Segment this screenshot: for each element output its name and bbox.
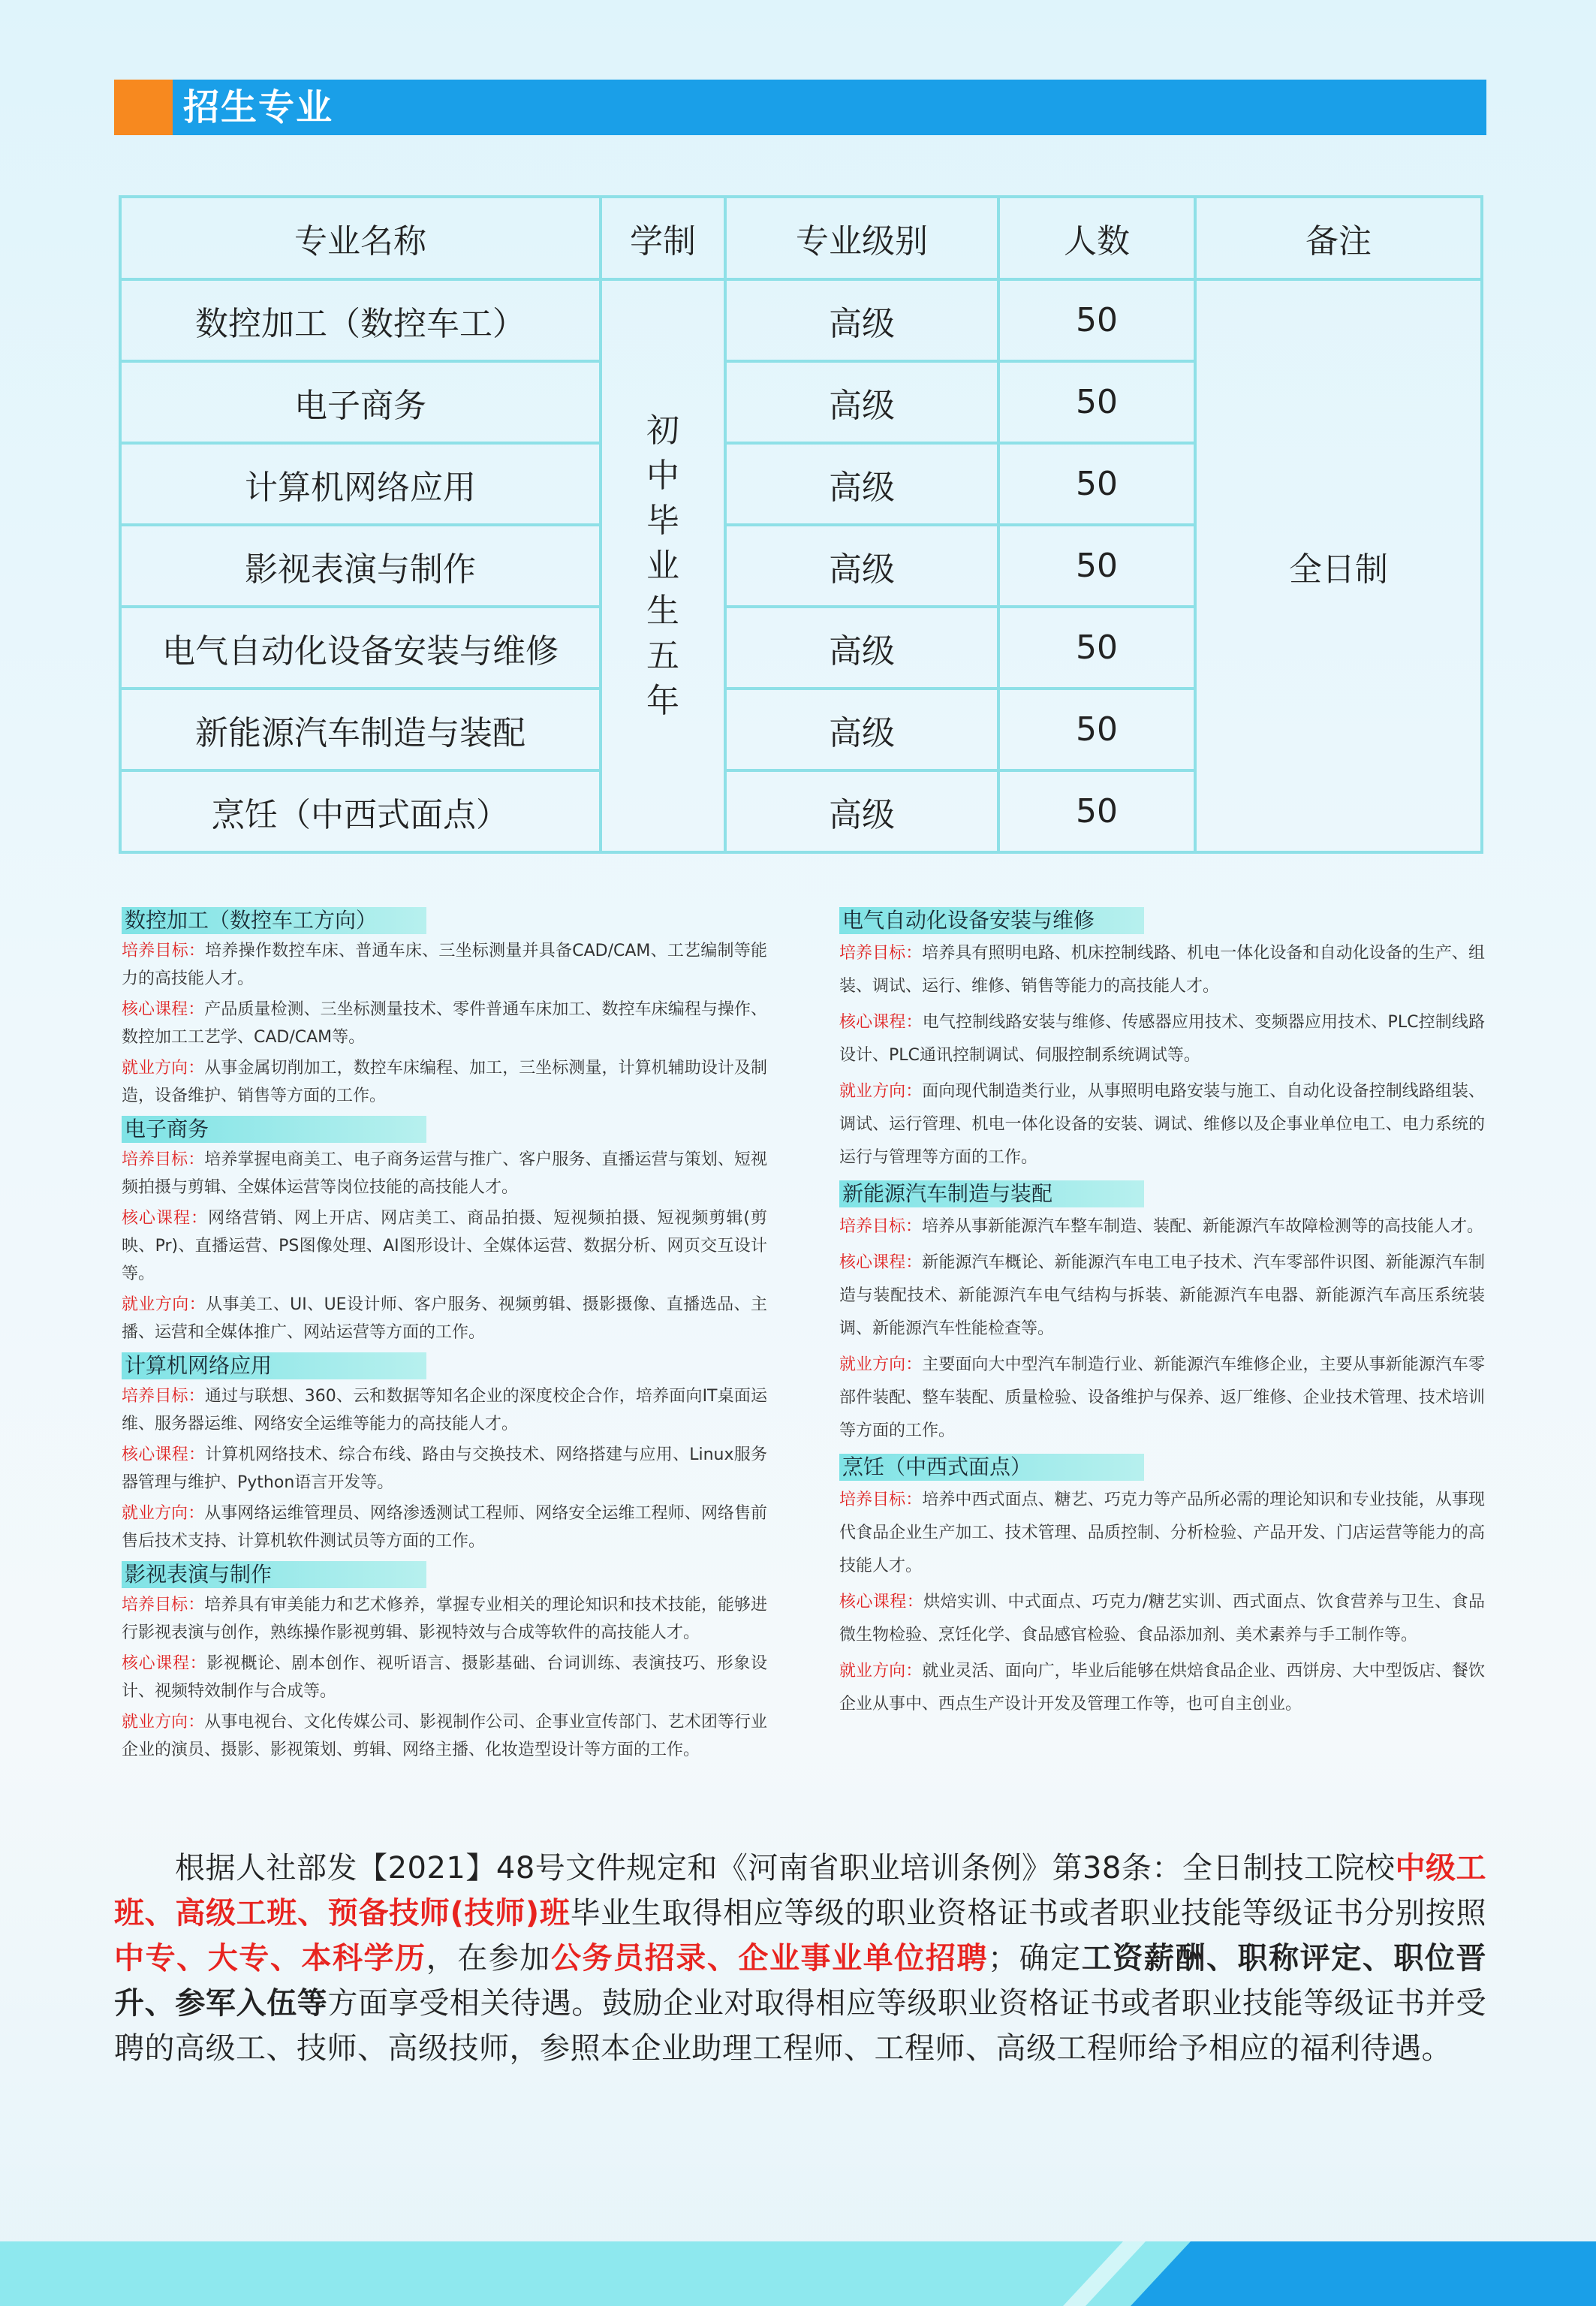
enrollment-count: 50 <box>998 361 1195 443</box>
course-label: 核心课程： <box>122 1445 206 1464</box>
major-level: 高级 <box>725 525 998 607</box>
goal-text: 培养操作数控车床、普通车床、三坐标测量并具备CAD/CAM、工艺编制等能力的高技能人才。 <box>122 942 767 988</box>
remark-cell: 全日制 <box>1195 279 1482 852</box>
policy-text: 方面享受相关待遇。鼓励企业对取得相应等级职业资格证书或者职业技能等级证书并受聘的高级工、技师、高级技师，参照本企业助理工程师、工程师、高级工程师给予相应的福利待遇。 <box>114 1986 1486 2066</box>
footer-stripe <box>1063 2241 1146 2306</box>
section-title: 招生专业 <box>183 86 334 128</box>
career-paragraph <box>122 1054 767 1110</box>
career-label: 就业方向： <box>122 1059 205 1078</box>
footer-accent <box>1131 2241 1596 2306</box>
major-level: 高级 <box>725 443 998 525</box>
career-paragraph <box>122 1500 767 1555</box>
goal-text: 通过与联想、360、云和数据等知名企业的深度校企合作，培养面向IT桌面运维、服务器运维、网络安全运维等能力的高技能人才。 <box>122 1387 767 1433</box>
column-header: 专业名称 <box>120 197 601 279</box>
major-section <box>122 907 767 1110</box>
course-text: 产品质量检测、三坐标测量技术、零件普通车床加工、数控车床编程与操作、数控加工工艺学、CAD/CAM等。 <box>122 1000 767 1047</box>
career-label: 就业方向： <box>122 1295 206 1314</box>
duration-char: 初 <box>646 411 679 450</box>
career-text: 从事电视台、文化传媒公司、影视制作公司、企事业宣传部门、艺术团等行业企业的演员、摄影、影视策划、剪辑、网络主播、化妆造型设计等方面的工作。 <box>122 1713 767 1759</box>
career-text: 从事金属切削加工，数控车床编程、加工，三坐标测量，计算机辅助设计及制造，设备维护、销售等方面的工作。 <box>122 1059 767 1105</box>
major-section-title: 烹饪（中西式面点） <box>839 1454 1144 1481</box>
course-text: 烘焙实训、中式面点、巧克力/糖艺实训、西式面点、饮食营养与卫生、食品微生物检验、烹饪化学、食品感官检验、食品添加剂、美术素养与手工制作等。 <box>839 1593 1485 1644</box>
enrollment-count: 50 <box>998 770 1195 852</box>
policy-highlight: 中级工班、高级工班、预备技师(技师)班 <box>114 1851 1487 1931</box>
duration-char: 生 <box>646 591 679 630</box>
enrollment-count: 50 <box>998 607 1195 689</box>
goal-paragraph <box>122 1146 767 1201</box>
major-name: 影视表演与制作 <box>120 525 601 607</box>
goal-label: 培养目标： <box>839 1491 923 1509</box>
career-text: 就业灵活、面向广，毕业后能够在烘焙食品企业、西饼房、大中型饭店、餐饮企业从事中、西点生产设计开发及管理工作等，也可自主创业。 <box>839 1662 1485 1714</box>
policy-text: 根据人社部发【2021】48号文件规定和《河南省职业培训条例》第38条：全日制技工院校 <box>175 1851 1396 1885</box>
course-label: 核心课程： <box>122 1000 205 1019</box>
course-label: 核心课程： <box>122 1209 209 1228</box>
course-paragraph <box>122 996 767 1051</box>
major-level: 高级 <box>725 361 998 443</box>
career-text: 从事网络运维管理员、网络渗透测试工程师、网络安全运维工程师、网络售前售后技术支持、计算机软件测试员等方面的工作。 <box>122 1504 767 1551</box>
enrollment-count: 50 <box>998 279 1195 361</box>
duration-char: 年 <box>646 681 679 720</box>
career-paragraph <box>122 1291 767 1346</box>
course-label: 核心课程： <box>839 1593 924 1611</box>
course-paragraph <box>122 1650 767 1705</box>
major-section-title: 计算机网络应用 <box>122 1352 426 1379</box>
major-level: 高级 <box>725 279 998 361</box>
policy-highlight: 公务员招录、企业事业单位招聘 <box>550 1941 988 1976</box>
major-name: 计算机网络应用 <box>120 443 601 525</box>
career-text: 从事美工、UI、UE设计师、客户服务、视频剪辑、摄影摄像、直播选品、主播、运营和全媒体推广、网站运营等方面的工作。 <box>122 1295 767 1342</box>
goal-label: 培养目标： <box>122 1596 205 1614</box>
major-section <box>839 907 1485 1174</box>
course-label: 核心课程： <box>122 1654 207 1673</box>
goal-text: 培养从事新能源汽车整车制造、装配、新能源汽车故障检测等的高技能人才。 <box>922 1217 1484 1236</box>
table-header-row <box>120 197 1482 279</box>
goal-label: 培养目标： <box>839 944 923 963</box>
footer-strip <box>0 2241 1596 2306</box>
policy-text: ，在参加 <box>426 1941 551 1976</box>
course-paragraph <box>122 1441 767 1497</box>
goal-label: 培养目标： <box>122 942 206 960</box>
major-section-title: 影视表演与制作 <box>122 1561 426 1588</box>
career-paragraph <box>839 1655 1485 1721</box>
column-header: 人数 <box>998 197 1195 279</box>
duration-char: 中 <box>646 456 679 495</box>
course-paragraph <box>122 1204 767 1288</box>
major-section <box>839 1454 1485 1721</box>
career-text: 主要面向大中型汽车制造行业、新能源汽车维修企业，主要从事新能源汽车零部件装配、整车装配、质量检验、设备维护与保养、返厂维修、企业技术管理、技术培训等方面的工作。 <box>839 1355 1485 1440</box>
duration-char: 五 <box>646 636 679 675</box>
column-header: 备注 <box>1195 197 1482 279</box>
career-label: 就业方向： <box>122 1713 205 1732</box>
goal-paragraph <box>839 1210 1485 1243</box>
course-label: 核心课程： <box>839 1013 923 1032</box>
major-level: 高级 <box>725 770 998 852</box>
column-header: 专业级别 <box>725 197 998 279</box>
policy-text: ；确定 <box>987 1941 1082 1976</box>
policy-paragraph <box>114 1846 1486 2071</box>
career-label: 就业方向： <box>122 1504 205 1523</box>
banner-accent <box>114 80 173 135</box>
duration-cell <box>601 279 725 852</box>
major-level: 高级 <box>725 607 998 689</box>
course-text: 影视概论、剧本创作、视听语言、摄影基础、台词训练、表演技巧、形象设计、视频特效制作与合成等。 <box>122 1654 767 1701</box>
major-details-right <box>839 907 1485 1727</box>
major-level: 高级 <box>725 689 998 770</box>
goal-paragraph <box>839 1484 1485 1583</box>
duration-char: 业 <box>646 546 679 585</box>
goal-paragraph <box>122 1382 767 1438</box>
enrollment-count: 50 <box>998 525 1195 607</box>
major-name: 新能源汽车制造与装配 <box>120 689 601 770</box>
major-name: 电子商务 <box>120 361 601 443</box>
goal-text: 培养掌握电商美工、电子商务运营与推广、客户服务、直播运营与策划、短视频拍摄与剪辑、全媒体运营等岗位技能的高技能人才。 <box>122 1150 767 1197</box>
course-text: 电气控制线路安装与维修、传感器应用技术、变频器应用技术、PLC控制线路设计、PLC通讯控制调试、伺服控制系统调试等。 <box>839 1013 1485 1065</box>
major-section-title: 数控加工（数控车工方向） <box>122 907 426 934</box>
goal-paragraph <box>122 937 767 993</box>
major-section-title: 新能源汽车制造与装配 <box>839 1180 1144 1207</box>
goal-label: 培养目标： <box>122 1150 205 1169</box>
major-name: 数控加工（数控车工） <box>120 279 601 361</box>
section-banner <box>114 80 1486 135</box>
policy-text: 毕业生取得相应等级的职业资格证书或者职业技能等级证书分别按照 <box>570 1896 1486 1931</box>
goal-paragraph <box>839 937 1485 1003</box>
policy-highlight: 中专、大专、本科学历 <box>114 1941 426 1976</box>
career-text: 面向现代制造类行业，从事照明电路安装与施工、自动化设备控制线路组装、调试、运行管理、机电一体化设备的安装、调试、维修以及企事业单位电工、电力系统的运行与管理等方面的工作。 <box>839 1082 1485 1167</box>
goal-label: 培养目标： <box>839 1217 923 1236</box>
career-label: 就业方向： <box>839 1355 923 1374</box>
goal-text: 培养具有审美能力和艺术修养，掌握专业相关的理论知识和技术技能，能够进行影视表演与创作，熟练操作影视剪辑、影视特效与合成等软件的高技能人才。 <box>122 1596 767 1642</box>
enrollment-count: 50 <box>998 443 1195 525</box>
major-section <box>122 1561 767 1764</box>
table-row <box>120 279 1482 361</box>
career-label: 就业方向： <box>839 1082 923 1101</box>
goal-text: 培养具有照明电路、机床控制线路、机电一体化设备和自动化设备的生产、组装、调试、运行、维修、销售等能力的高技能人才。 <box>839 944 1485 996</box>
course-paragraph <box>839 1586 1485 1652</box>
course-paragraph <box>839 1246 1485 1346</box>
course-text: 新能源汽车概论、新能源汽车电工电子技术、汽车零部件识图、新能源汽车制造与装配技术、新能源汽车电气结构与拆装、新能源汽车电器、新能源汽车高压系统装调、新能源汽车性能检查等。 <box>839 1253 1485 1338</box>
major-section <box>122 1352 767 1555</box>
course-text: 计算机网络技术、综合布线、路由与交换技术、网络搭建与应用、Linux服务器管理与维护、Python语言开发等。 <box>122 1445 767 1492</box>
goal-label: 培养目标： <box>122 1387 205 1406</box>
course-text: 网络营销、网上开店、网店美工、商品拍摄、短视频拍摄、短视频剪辑(剪映、Pr)、直播运营、PS图像处理、AI图形设计、全媒体运营、数据分析、网页交互设计等。 <box>122 1209 767 1283</box>
course-paragraph <box>839 1006 1485 1072</box>
goal-paragraph <box>122 1591 767 1647</box>
major-details-left <box>122 907 767 1770</box>
career-paragraph <box>839 1075 1485 1174</box>
column-header: 学制 <box>601 197 725 279</box>
major-section-title: 电气自动化设备安装与维修 <box>839 907 1144 934</box>
duration-char: 毕 <box>646 501 679 540</box>
major-section <box>839 1180 1485 1448</box>
major-name: 烹饪（中西式面点） <box>120 770 601 852</box>
career-label: 就业方向： <box>839 1662 923 1681</box>
major-section-title: 电子商务 <box>122 1116 426 1143</box>
major-name: 电气自动化设备安装与维修 <box>120 607 601 689</box>
career-paragraph <box>839 1349 1485 1448</box>
goal-text: 培养中西式面点、糖艺、巧克力等产品所必需的理论知识和专业技能，从事现代食品企业生产加工、技术管理、品质控制、分析检验、产品开发、门店运营等能力的高技能人才。 <box>839 1491 1485 1575</box>
career-paragraph <box>122 1708 767 1764</box>
admission-table <box>119 195 1483 854</box>
major-section <box>122 1116 767 1346</box>
enrollment-count: 50 <box>998 689 1195 770</box>
policy-bold: 工资薪酬、职称评定、职位晋升、参军入伍等 <box>114 1941 1487 2021</box>
course-label: 核心课程： <box>839 1253 923 1272</box>
